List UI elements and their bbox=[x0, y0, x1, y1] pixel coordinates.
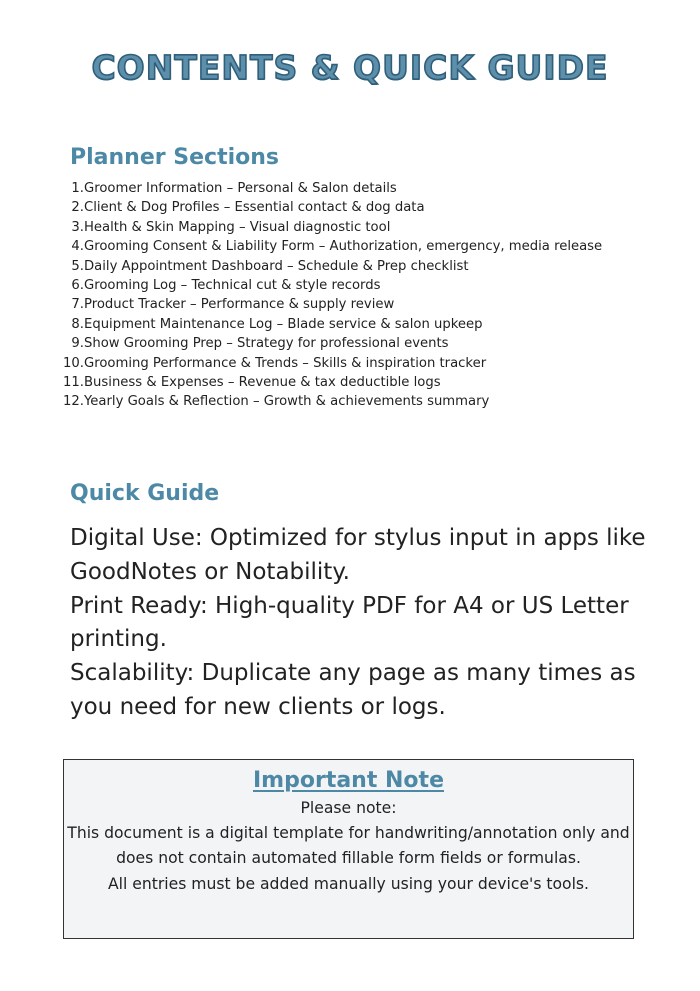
important-note-body bbox=[64, 796, 633, 897]
item-number: 8. bbox=[71, 316, 84, 332]
list-item bbox=[62, 375, 602, 394]
item-number: 4. bbox=[71, 239, 84, 255]
item-text: Grooming Performance & Trends – Skills & inspiration tracker bbox=[84, 355, 487, 371]
planner-sections-list bbox=[62, 181, 602, 414]
list-item bbox=[62, 297, 602, 316]
important-note-heading: Important Note bbox=[253, 768, 444, 793]
item-text: Grooming Consent & Liability Form – Authorization, emergency, media release bbox=[84, 239, 603, 255]
item-number: 3. bbox=[71, 219, 84, 235]
planner-sections-heading: Planner Sections bbox=[70, 145, 279, 170]
item-text: Daily Appointment Dashboard – Schedule & Prep checklist bbox=[84, 258, 469, 274]
list-item bbox=[62, 259, 602, 278]
item-text: Yearly Goals & Reflection – Growth & achievements summary bbox=[84, 394, 490, 410]
item-text: Groomer Information – Personal & Salon details bbox=[84, 181, 397, 196]
guide-line-print-ready: Print Ready: High-quality PDF for A4 or US Letter printing. bbox=[70, 592, 629, 653]
list-item bbox=[62, 317, 602, 336]
list-item bbox=[62, 278, 602, 297]
item-text: Grooming Log – Technical cut & style records bbox=[84, 277, 381, 293]
item-number: 5. bbox=[71, 258, 84, 274]
item-number: 7. bbox=[71, 297, 84, 313]
page-title: CONTENTS & QUICK GUIDE bbox=[91, 48, 609, 87]
item-number: 2. bbox=[71, 200, 84, 216]
item-text: Product Tracker – Performance & supply review bbox=[84, 297, 395, 313]
list-item bbox=[62, 394, 602, 413]
item-number: 6. bbox=[71, 277, 84, 293]
quick-guide-body bbox=[70, 522, 650, 725]
item-number: 1. bbox=[71, 181, 84, 196]
list-item bbox=[62, 181, 602, 200]
list-item bbox=[62, 200, 602, 219]
item-text: Equipment Maintenance Log – Blade service & salon upkeep bbox=[84, 316, 483, 332]
note-line: This document is a digital template for handwriting/annotation only and does not contain automated fillable form fields or formulas. bbox=[67, 824, 630, 868]
item-text: Client & Dog Profiles – Essential contact & dog data bbox=[84, 200, 425, 216]
guide-line-scalability: Scalability: Duplicate any page as many times as you need for new clients or logs. bbox=[70, 660, 636, 720]
item-text: Business & Expenses – Revenue & tax deductible logs bbox=[84, 374, 441, 390]
list-item bbox=[62, 336, 602, 355]
item-text: Show Grooming Prep – Strategy for professional events bbox=[84, 336, 449, 352]
note-line: All entries must be added manually using your device's tools. bbox=[107, 874, 590, 893]
item-number: 12. bbox=[63, 394, 84, 410]
list-item bbox=[62, 220, 602, 239]
item-number: 10. bbox=[63, 355, 84, 371]
quick-guide-heading: Quick Guide bbox=[70, 481, 220, 506]
item-text: Health & Skin Mapping – Visual diagnostic tool bbox=[84, 219, 391, 235]
list-item bbox=[62, 239, 602, 258]
guide-line-digital-use: Digital Use: Optimized for stylus input in apps like GoodNotes or Notability. bbox=[70, 525, 646, 585]
important-note-box bbox=[63, 759, 634, 939]
item-number: 11. bbox=[63, 374, 84, 390]
note-line: Please note: bbox=[300, 799, 397, 817]
item-number: 9. bbox=[71, 336, 84, 352]
list-item bbox=[62, 356, 602, 375]
